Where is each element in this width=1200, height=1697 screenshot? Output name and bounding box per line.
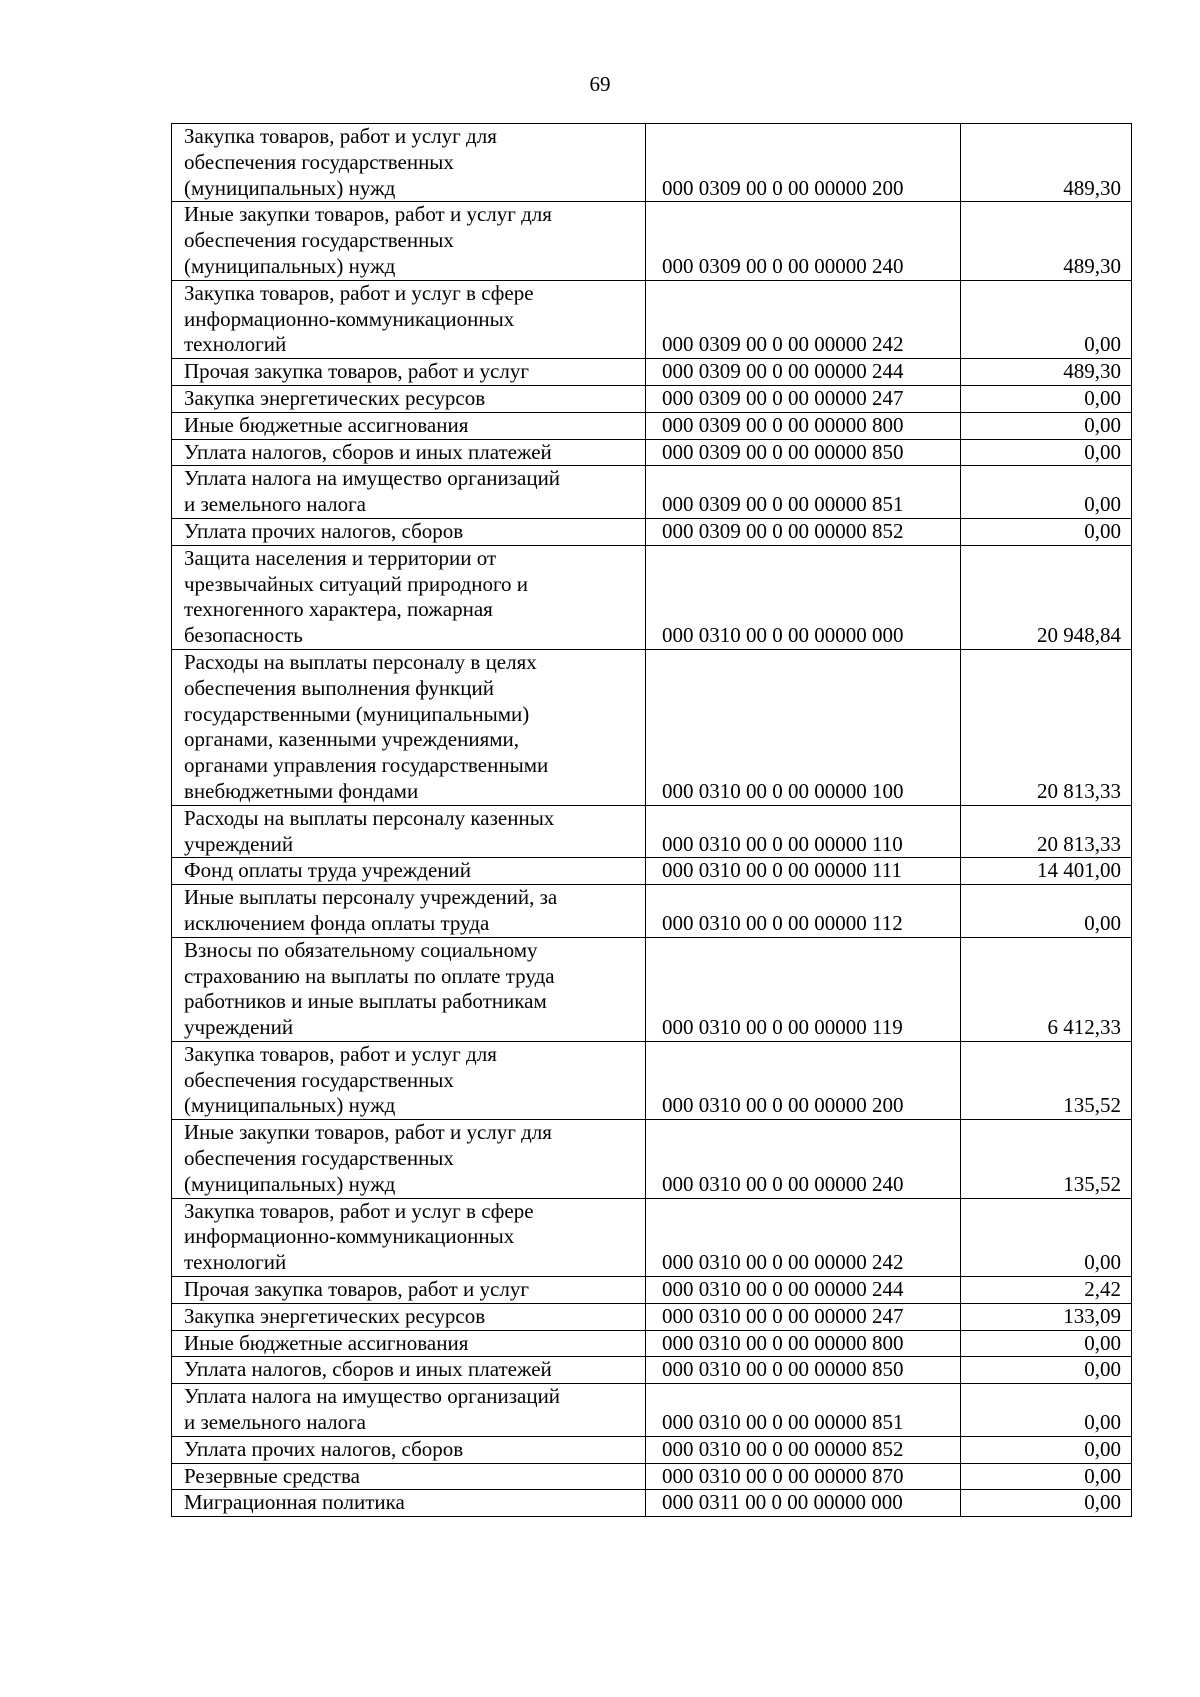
table-row — [172, 518, 1132, 545]
budget-code: 000 0310 00 0 00 00000 200 — [646, 1041, 961, 1119]
expense-name — [172, 805, 646, 858]
table-row — [172, 385, 1132, 412]
budget-code: 000 0310 00 0 00 00000 850 — [646, 1357, 961, 1384]
table-row — [172, 545, 1132, 649]
budget-code: 000 0309 00 0 00 00000 800 — [646, 412, 961, 439]
expense-name-line: безопасность — [184, 623, 303, 648]
amount: 0,00 — [961, 885, 1132, 938]
expense-name-line: Прочая закупка товаров, работ и услуг — [184, 1277, 529, 1302]
expense-name — [172, 439, 646, 466]
expense-name — [172, 412, 646, 439]
expense-name — [172, 124, 646, 202]
amount: 0,00 — [961, 1436, 1132, 1463]
amount: 133,09 — [961, 1303, 1132, 1330]
table-row — [172, 937, 1132, 1041]
expense-name-line: учреждений — [184, 831, 294, 856]
expense-name — [172, 1198, 646, 1276]
expense-name-line: Закупка товаров, работ и услуг для — [184, 1041, 497, 1066]
expense-name — [172, 202, 646, 280]
expense-name-line: страхованию на выплаты по оплате труда — [184, 963, 555, 988]
expense-name-line: обеспечения государственных — [184, 1146, 454, 1171]
amount: 0,00 — [961, 1384, 1132, 1437]
expense-name-line: Защита населения и территории от — [184, 545, 497, 570]
budget-code: 000 0309 00 0 00 00000 240 — [646, 202, 961, 280]
expense-name — [172, 937, 646, 1041]
amount: 0,00 — [961, 385, 1132, 412]
budget-table-body — [172, 124, 1132, 1517]
expense-name — [172, 1384, 646, 1437]
expense-name-line: Уплата прочих налогов, сборов — [184, 1436, 464, 1461]
expense-name — [172, 1303, 646, 1330]
expense-name-line: работников и иные выплаты работникам — [184, 989, 547, 1014]
expense-name — [172, 885, 646, 938]
expense-name — [172, 466, 646, 519]
amount: 0,00 — [961, 1490, 1132, 1517]
expense-name-line: Расходы на выплаты персоналу казенных — [184, 805, 555, 830]
expense-name — [172, 649, 646, 805]
expense-name — [172, 1277, 646, 1304]
budget-code: 000 0309 00 0 00 00000 242 — [646, 280, 961, 358]
expense-name — [172, 280, 646, 358]
expense-name-line: Иные бюджетные ассигнования — [184, 1330, 469, 1355]
expense-name-line: информационно-коммуникационных — [184, 1224, 515, 1249]
amount: 2,42 — [961, 1277, 1132, 1304]
table-row — [172, 359, 1132, 386]
budget-code: 000 0310 00 0 00 00000 244 — [646, 1277, 961, 1304]
expense-name-line: Уплата налога на имущество организаций — [184, 466, 561, 491]
budget-code: 000 0310 00 0 00 00000 852 — [646, 1436, 961, 1463]
expense-name — [172, 858, 646, 885]
expense-name-line: Закупка товаров, работ и услуг в сфере — [184, 1198, 534, 1223]
budget-code: 000 0310 00 0 00 00000 112 — [646, 885, 961, 938]
budget-code: 000 0309 00 0 00 00000 852 — [646, 518, 961, 545]
table-row — [172, 1198, 1132, 1276]
budget-code: 000 0310 00 0 00 00000 242 — [646, 1198, 961, 1276]
table-row — [172, 805, 1132, 858]
budget-code: 000 0310 00 0 00 00000 851 — [646, 1384, 961, 1437]
budget-code: 000 0310 00 0 00 00000 247 — [646, 1303, 961, 1330]
expense-name — [172, 359, 646, 386]
expense-name-line: Уплата налогов, сборов и иных платежей — [184, 439, 552, 464]
expense-name-line: обеспечения государственных — [184, 149, 454, 174]
expense-name-line: чрезвычайных ситуаций природного и — [184, 571, 529, 596]
budget-code: 000 0310 00 0 00 00000 800 — [646, 1330, 961, 1357]
expense-name-line: Расходы на выплаты персоналу в целях — [184, 649, 537, 674]
expense-name-line: Иные выплаты персоналу учреждений, за — [184, 885, 558, 910]
expense-name-line: Закупка товаров, работ и услуг в сфере — [184, 280, 534, 305]
amount: 0,00 — [961, 518, 1132, 545]
expense-name — [172, 545, 646, 649]
table-row — [172, 1277, 1132, 1304]
expense-name-line: обеспечения выполнения функций — [184, 675, 495, 700]
expense-name-line: внебюджетными фондами — [184, 778, 419, 803]
budget-code: 000 0310 00 0 00 00000 870 — [646, 1463, 961, 1490]
table-row — [172, 1384, 1132, 1437]
expense-name — [172, 1490, 646, 1517]
expense-name — [172, 1436, 646, 1463]
expense-name — [172, 1120, 646, 1198]
expense-name-line: Иные закупки товаров, работ и услуг для — [184, 1120, 552, 1145]
expense-name-line: обеспечения государственных — [184, 1067, 454, 1092]
amount: 20 948,84 — [961, 545, 1132, 649]
budget-code: 000 0309 00 0 00 00000 247 — [646, 385, 961, 412]
budget-code: 000 0309 00 0 00 00000 244 — [646, 359, 961, 386]
table-row — [172, 1041, 1132, 1119]
expense-name-line: техногенного характера, пожарная — [184, 597, 493, 622]
expense-name-line: Иные закупки товаров, работ и услуг для — [184, 202, 552, 227]
expense-name-line: Взносы по обязательному социальному — [184, 937, 538, 962]
budget-code: 000 0310 00 0 00 00000 111 — [646, 858, 961, 885]
table-row — [172, 439, 1132, 466]
expense-name-line: органами управления государственными — [184, 753, 549, 778]
expense-name-line: обеспечения государственных — [184, 228, 454, 253]
expense-name-line: информационно-коммуникационных — [184, 306, 515, 331]
expense-name-line: исключением фонда оплаты труда — [184, 910, 490, 935]
expense-name-line: технологий — [184, 332, 287, 357]
expense-name-line: (муниципальных) нужд — [184, 1093, 396, 1118]
amount: 6 412,33 — [961, 937, 1132, 1041]
amount: 0,00 — [961, 1198, 1132, 1276]
table-row — [172, 124, 1132, 202]
budget-code: 000 0310 00 0 00 00000 119 — [646, 937, 961, 1041]
expense-name-line: (муниципальных) нужд — [184, 253, 396, 278]
expense-name-line: Закупка энергетических ресурсов — [184, 1303, 486, 1328]
expense-name-line: и земельного налога — [184, 1410, 367, 1435]
table-row — [172, 649, 1132, 805]
table-row — [172, 1463, 1132, 1490]
amount: 0,00 — [961, 1357, 1132, 1384]
budget-code: 000 0309 00 0 00 00000 200 — [646, 124, 961, 202]
budget-code: 000 0310 00 0 00 00000 100 — [646, 649, 961, 805]
amount: 489,30 — [961, 202, 1132, 280]
expense-name-line: Иные бюджетные ассигнования — [184, 412, 469, 437]
budget-code: 000 0309 00 0 00 00000 850 — [646, 439, 961, 466]
expense-name — [172, 1357, 646, 1384]
expense-name-line: Миграционная политика — [184, 1490, 405, 1515]
amount: 0,00 — [961, 412, 1132, 439]
amount: 14 401,00 — [961, 858, 1132, 885]
table-row — [172, 1436, 1132, 1463]
expense-name — [172, 1041, 646, 1119]
expense-name-line: Уплата налогов, сборов и иных платежей — [184, 1357, 552, 1382]
expense-name-line: технологий — [184, 1250, 287, 1275]
expense-name — [172, 1463, 646, 1490]
amount: 135,52 — [961, 1041, 1132, 1119]
amount: 0,00 — [961, 1330, 1132, 1357]
amount: 0,00 — [961, 280, 1132, 358]
budget-table — [171, 123, 1132, 1517]
expense-name-line: Прочая закупка товаров, работ и услуг — [184, 359, 529, 384]
expense-name-line: (муниципальных) нужд — [184, 1171, 396, 1196]
expense-name-line: Фонд оплаты труда учреждений — [184, 858, 471, 883]
expense-name-line: и земельного налога — [184, 492, 367, 517]
amount: 20 813,33 — [961, 805, 1132, 858]
table-row — [172, 1490, 1132, 1517]
amount: 489,30 — [961, 359, 1132, 386]
expense-name — [172, 518, 646, 545]
table-row — [172, 885, 1132, 938]
table-row — [172, 1120, 1132, 1198]
expense-name-line: государственными (муниципальными) — [184, 701, 530, 726]
amount: 135,52 — [961, 1120, 1132, 1198]
budget-code: 000 0311 00 0 00 00000 000 — [646, 1490, 961, 1517]
table-row — [172, 1357, 1132, 1384]
expense-name-line: органами, казенными учреждениями, — [184, 727, 520, 752]
amount: 0,00 — [961, 439, 1132, 466]
table-row — [172, 412, 1132, 439]
table-row — [172, 858, 1132, 885]
budget-code: 000 0309 00 0 00 00000 851 — [646, 466, 961, 519]
amount: 0,00 — [961, 466, 1132, 519]
expense-name-line: Резервные средства — [184, 1463, 360, 1488]
table-row — [172, 202, 1132, 280]
budget-code: 000 0310 00 0 00 00000 000 — [646, 545, 961, 649]
table-row — [172, 1330, 1132, 1357]
expense-name-line: Закупка энергетических ресурсов — [184, 385, 486, 410]
expense-name-line: учреждений — [184, 1015, 294, 1040]
table-row — [172, 280, 1132, 358]
budget-code: 000 0310 00 0 00 00000 110 — [646, 805, 961, 858]
expense-name — [172, 385, 646, 412]
table-row — [172, 1303, 1132, 1330]
budget-code: 000 0310 00 0 00 00000 240 — [646, 1120, 961, 1198]
amount: 20 813,33 — [961, 649, 1132, 805]
expense-name-line: (муниципальных) нужд — [184, 175, 396, 200]
amount: 0,00 — [961, 1463, 1132, 1490]
expense-name-line: Уплата прочих налогов, сборов — [184, 518, 464, 543]
page-number: 69 — [589, 72, 611, 96]
expense-name — [172, 1330, 646, 1357]
amount: 489,30 — [961, 124, 1132, 202]
expense-name-line: Закупка товаров, работ и услуг для — [184, 124, 497, 148]
expense-name-line: Уплата налога на имущество организаций — [184, 1384, 561, 1409]
table-row — [172, 466, 1132, 519]
